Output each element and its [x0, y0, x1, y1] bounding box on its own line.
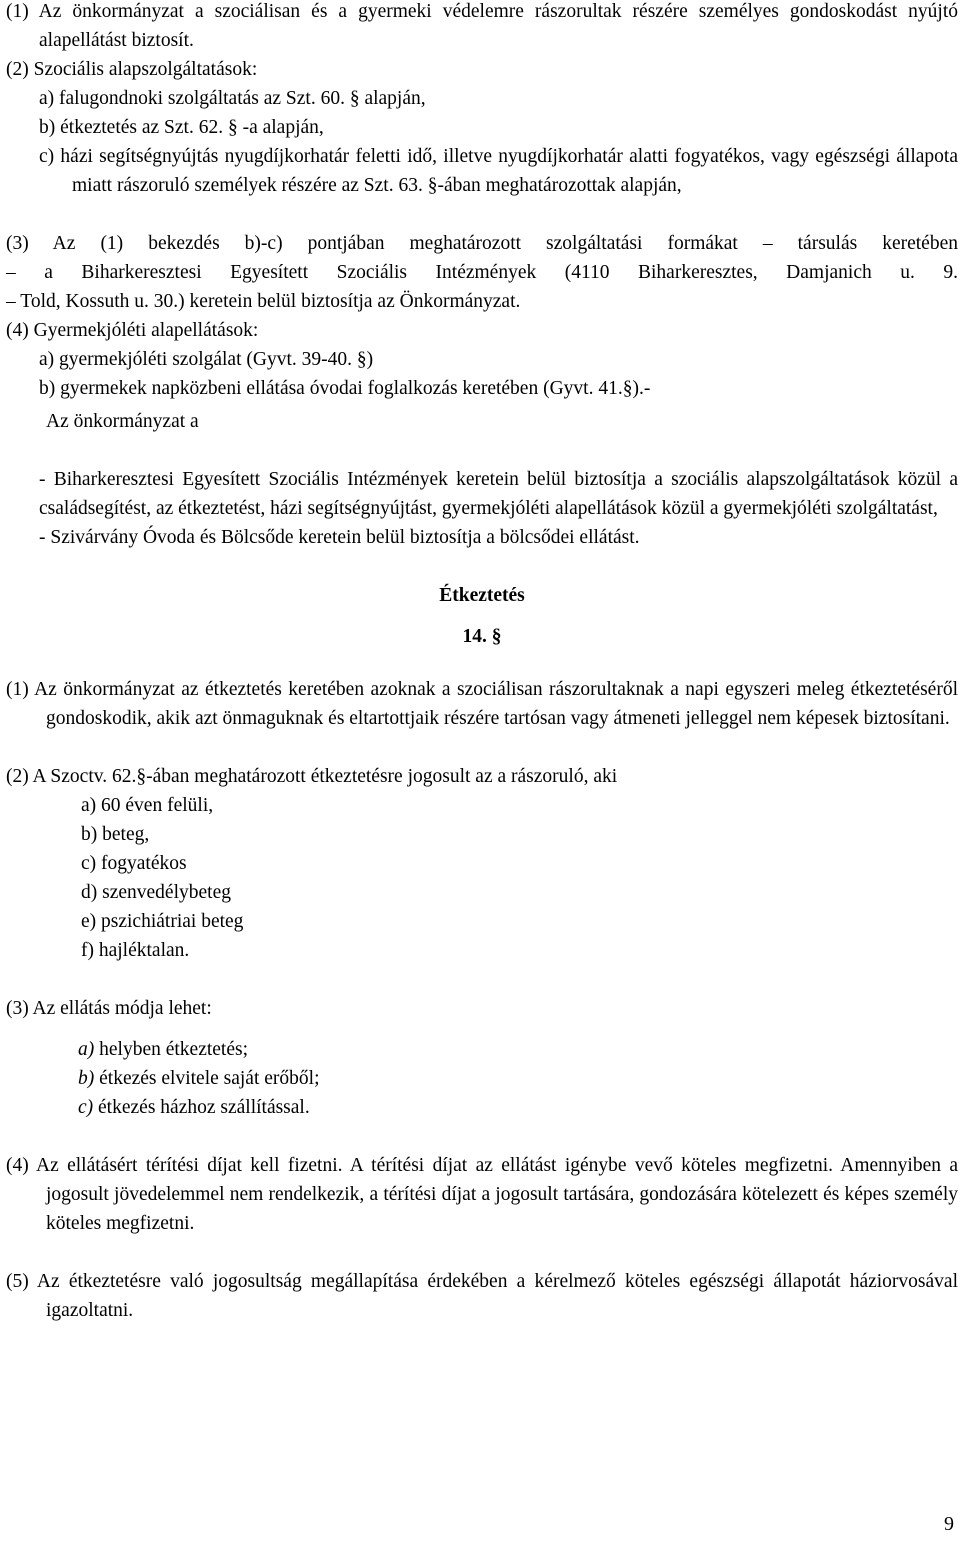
list-text: étkezés elvitele saját erőből;	[94, 1068, 320, 1089]
paragraph-3-line: – Told, Kossuth u. 30.) keretein belül biztosítja az Önkormányzat.	[6, 291, 521, 312]
list-item: a) gyermekjóléti szolgálat (Gyvt. 39-40. §)	[39, 349, 374, 370]
list-item	[78, 1093, 958, 1122]
list-item: b) étkeztetés az Szt. 62. § -a alapján,	[39, 117, 324, 138]
paragraph-4: (4) Az ellátásért térítési díjat kell fizetni. A térítési díjat az ellátást igénybe vevő köteles megfizetni. Amennyiben a jogosult jövedelemmel nem rendelkezik, a térítési díjat a jogosult tartására, gondozására kötelezett és képes személy köteles megfizetni.	[6, 1155, 958, 1234]
list-item: b) beteg,	[81, 824, 150, 845]
document-page	[6, 0, 958, 1325]
page-number: 9	[944, 1513, 954, 1535]
list-letter: c)	[78, 1097, 94, 1118]
list-item	[78, 1064, 958, 1093]
list-item: a) falugondnoki szolgáltatás az Szt. 60. § alapján,	[39, 88, 426, 109]
list-item: e) pszichiátriai beteg	[81, 911, 244, 932]
list-text: étkezés házhoz szállítással.	[93, 1097, 310, 1118]
paragraph-2-title: (2) Szociális alapszolgáltatások:	[6, 59, 258, 80]
dash-item: - Szivárvány Óvoda és Bölcsőde keretein belül biztosítja a bölcsődei ellátást.	[39, 527, 640, 548]
service-mode-list	[78, 1035, 958, 1122]
eligibility-list	[81, 791, 958, 965]
list-item: b) gyermekek napközbeni ellátása óvodai foglalkozás keretében (Gyvt. 41.§).-	[39, 378, 651, 399]
list-item: d) szenvedélybeteg	[81, 882, 231, 903]
section-number: 14. §	[462, 626, 502, 647]
list-letter: a)	[78, 1039, 95, 1060]
paragraph-3-line: (3) Az (1) bekezdés b)-c) pontjában meghatározott szolgáltatási formákat – társulás keretében	[6, 233, 958, 254]
paragraph-4-title: (4) Gyermekjóléti alapellátások:	[6, 320, 259, 341]
dash-item: - Biharkeresztesi Egyesített Szociális Intézmények keretein belül biztosítja a szociális alapszolgáltatások közül a családsegítést, az étkeztetést, házi segítségnyújtást, gyermekjóléti alapellátások közül a gyermekjóléti szolgáltatást,	[39, 469, 958, 519]
paragraph-2-title: (2) A Szoctv. 62.§-ában meghatározott étkeztetésre jogosult az a rászoruló, aki	[6, 766, 618, 787]
paragraph-3-title: (3) Az ellátás módja lehet:	[6, 998, 212, 1019]
list-text: helyben étkeztetés;	[94, 1039, 249, 1060]
paragraph-1: (1) Az önkormányzat a szociálisan és a gyermeki védelemre rászorultak részére személyes gondoskodást nyújtó alapellátást biztosít.	[6, 1, 958, 51]
list-item: f) hajléktalan.	[81, 940, 190, 961]
list-letter: b)	[78, 1068, 95, 1089]
list-item: c) fogyatékos	[81, 853, 187, 874]
onkormanyzat-intro: Az önkormányzat a	[46, 411, 199, 432]
list-item: c) házi segítségnyújtás nyugdíjkorhatár feletti idő, illetve nyugdíjkorhatár alatti fogyatékos, vagy egészségi állapota miatt rászoruló személyek részére az Szt. 63. §-ában meghatározottak alapján,	[39, 146, 958, 196]
list-item: a) 60 éven felüli,	[81, 795, 214, 816]
list-item	[78, 1035, 958, 1064]
paragraph-3-line: – a Biharkeresztesi Egyesített Szociális Intézmények (4110 Biharkeresztes, Damjanich u. 9.	[6, 262, 958, 283]
paragraph-1: (1) Az önkormányzat az étkeztetés keretében azoknak a szociálisan rászorultaknak a napi egyszeri meleg étkeztetéséről gondoskodik, akik azt önmaguknak és eltartottjaik részére tartósan vagy átmeneti jelleggel nem képesek biztosítani.	[6, 679, 958, 729]
paragraph-5: (5) Az étkeztetésre való jogosultság megállapítása érdekében a kérelmező köteles egészségi állapotát háziorvosával igazoltatni.	[6, 1271, 958, 1321]
section-heading: Étkeztetés	[439, 585, 525, 606]
